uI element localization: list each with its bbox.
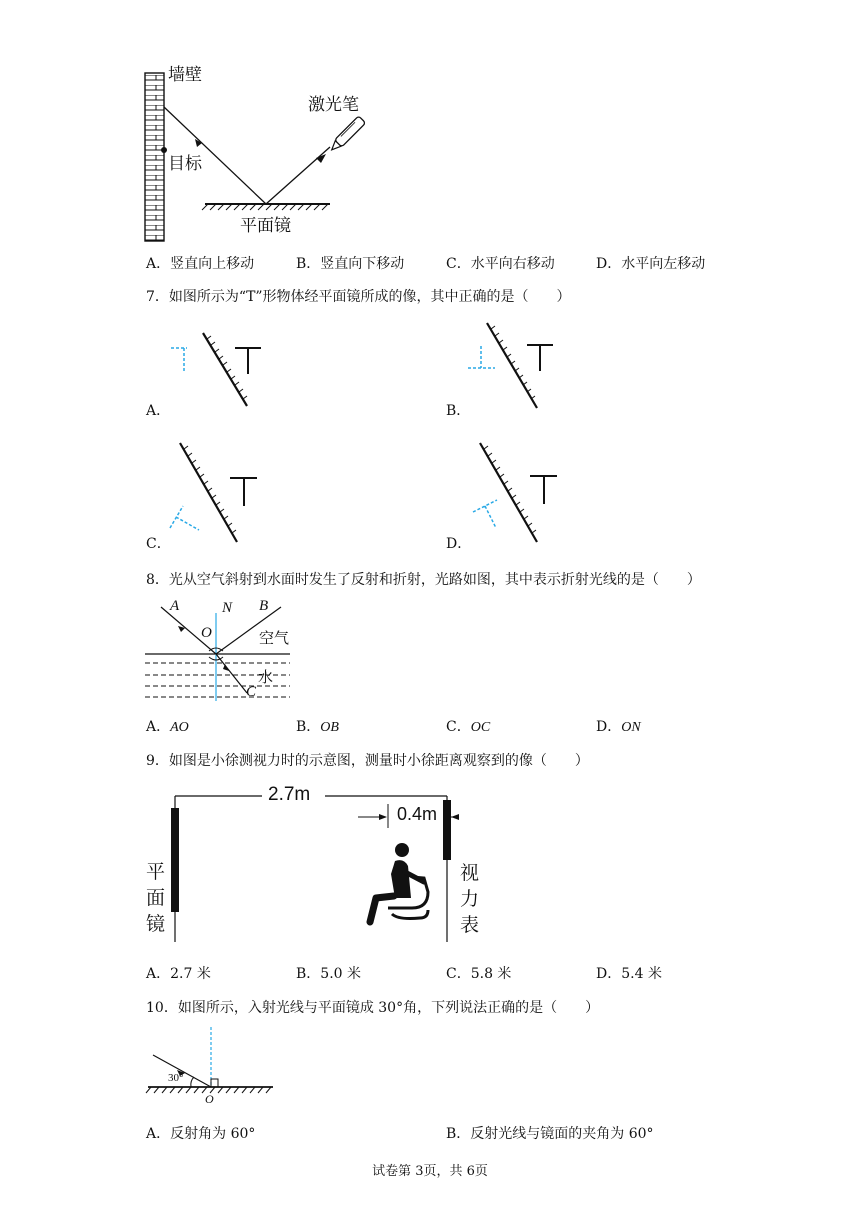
option-text: 2.7 米: [170, 966, 211, 982]
option-key: C．: [446, 256, 471, 272]
q9-mirror-label-2: 面: [146, 887, 166, 909]
option-key: C．: [446, 966, 471, 982]
q7-figure-c: [165, 438, 275, 548]
laser-label: 激光笔: [308, 95, 359, 115]
option-text: OC: [470, 720, 491, 735]
option-text: 反射角为 60°: [170, 1126, 256, 1142]
q10-angle-label: 30°: [168, 1072, 184, 1084]
q7-option-b[interactable]: B．: [446, 403, 471, 419]
option-key: A．: [146, 719, 171, 735]
q10-stem: 10．如图所示，入射光线与平面镜成 30°角，下列说法正确的是（ ）: [146, 1000, 600, 1016]
option-text: 反射光线与镜面的夹角为 60°: [470, 1126, 654, 1142]
q7-option-c[interactable]: C．: [146, 536, 171, 552]
q6-option-d[interactable]: [596, 253, 705, 273]
option-key: B．: [296, 256, 321, 272]
q10-option-a[interactable]: [146, 1123, 255, 1143]
q7-option-a[interactable]: A．: [146, 403, 171, 419]
mirror-label: 平面镜: [240, 216, 291, 236]
q7-figure-a: [165, 328, 275, 413]
page-footer: 试卷第 3页，共 6页: [372, 1164, 488, 1179]
laser-pen-icon: [328, 116, 365, 153]
q9-dist-0-4m: 0.4m: [397, 804, 438, 824]
q8-figure: [145, 595, 295, 705]
q8-label-n: N: [222, 600, 233, 616]
ray-OC: [216, 654, 247, 693]
q6-figure: [130, 55, 390, 245]
brick-wall: [145, 73, 164, 241]
option-text: 竖直向下移动: [320, 256, 405, 272]
q7-stem: 7．如图所示为“T”形物体经平面镜所成的像，其中正确的是（ ）: [146, 289, 571, 305]
q10-label-o: O: [205, 1092, 214, 1106]
q8-label-c: C: [246, 684, 257, 700]
incident-ray: [266, 147, 330, 204]
wall-label: 墙壁: [168, 65, 202, 85]
q9-dist-2-7m: 2.7m: [268, 784, 311, 805]
q8-label-o: O: [201, 625, 212, 641]
q9-mirror-label-3: 镜: [146, 913, 166, 935]
q8-option-a[interactable]: [146, 716, 189, 736]
option-text: 水平向右移动: [470, 256, 555, 272]
option-key: D．: [596, 966, 622, 982]
option-key: D．: [596, 256, 622, 272]
q10-option-b[interactable]: [446, 1123, 654, 1143]
target-label: 目标: [168, 154, 202, 174]
option-text: OB: [320, 720, 339, 735]
option-text: 竖直向上移动: [170, 256, 255, 272]
q9-chart-label-1: 视: [460, 862, 480, 884]
plane-mirror: [171, 808, 179, 912]
person-sitting-icon: [370, 843, 428, 922]
option-key: A．: [146, 966, 171, 982]
q9-stem: 9．如图是小徐测视力时的示意图，测量时小徐距离观察到的像（ ）: [146, 753, 589, 769]
q9-chart-label-2: 力: [460, 888, 480, 910]
q9-option-d[interactable]: [596, 963, 662, 983]
q9-option-b[interactable]: [296, 963, 361, 983]
q7-figure-b: [465, 318, 575, 413]
q8-label-air: 空气: [259, 629, 290, 647]
q9-option-c[interactable]: [446, 963, 511, 983]
option-key: A．: [146, 1126, 171, 1142]
option-key: D．: [596, 719, 622, 735]
q8-option-b[interactable]: [296, 716, 339, 736]
option-key: A．: [146, 256, 171, 272]
target-dot: [161, 147, 167, 153]
q8-option-c[interactable]: [446, 716, 490, 736]
q7-figure-d: [465, 438, 575, 548]
option-text: AO: [170, 720, 189, 735]
option-key: B．: [296, 966, 321, 982]
q8-label-water: 水: [258, 668, 274, 686]
option-key: B．: [446, 1126, 471, 1142]
option-text: 5.8 米: [470, 966, 512, 982]
q8-label-a: A: [170, 598, 180, 614]
q9-option-a[interactable]: [146, 963, 211, 983]
q8-stem: 8．光从空气斜射到水面时发生了反射和折射，光路如图，其中表示折射光线的是（ ）: [146, 572, 701, 588]
q6-option-b[interactable]: [296, 253, 404, 273]
q9-chart-label-3: 表: [460, 914, 480, 936]
eye-chart: [443, 800, 451, 860]
option-text: 5.4 米: [621, 966, 662, 982]
q6-option-a[interactable]: [146, 253, 254, 273]
option-text: 5.0 米: [320, 966, 362, 982]
option-text: ON: [621, 720, 641, 735]
option-text: 水平向左移动: [621, 256, 706, 272]
option-key: C．: [446, 719, 471, 735]
q6-option-c[interactable]: [446, 253, 555, 273]
q9-figure: [140, 782, 490, 947]
q8-option-d[interactable]: [596, 716, 641, 736]
option-key: B．: [296, 719, 321, 735]
q9-mirror-label-1: 平: [146, 861, 166, 883]
q8-label-b: B: [259, 598, 269, 614]
q7-option-d[interactable]: D．: [446, 536, 472, 552]
